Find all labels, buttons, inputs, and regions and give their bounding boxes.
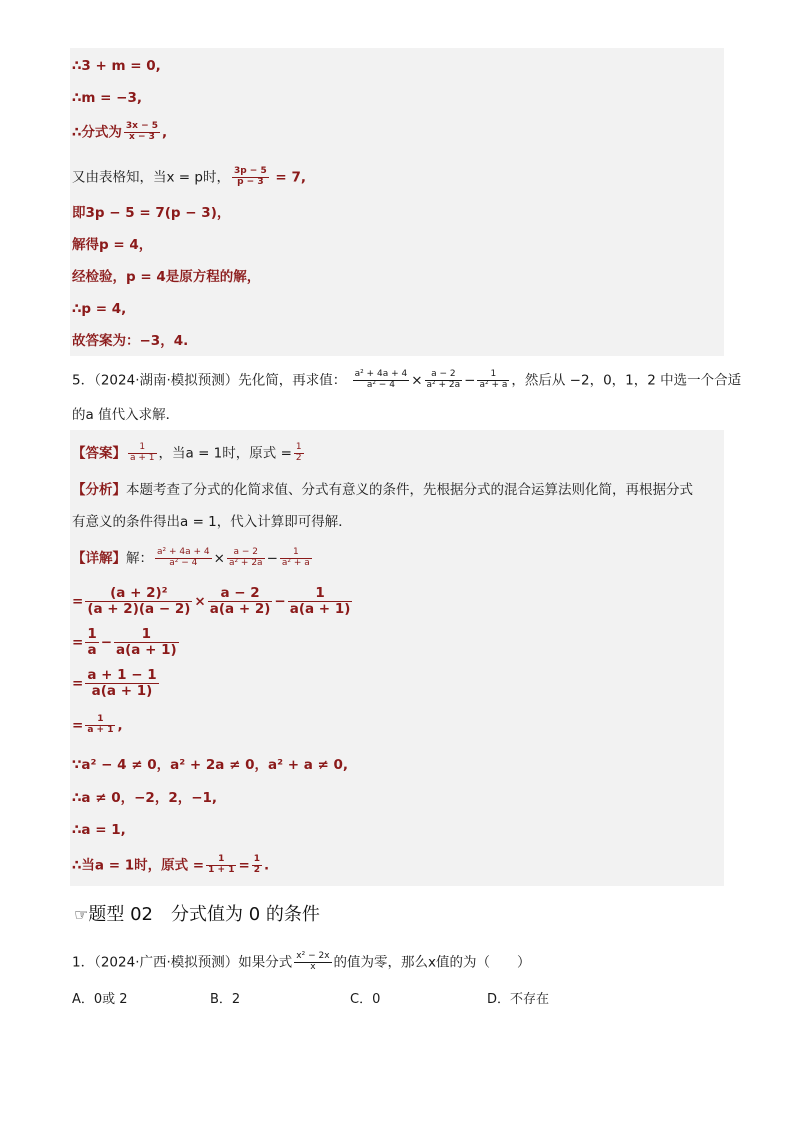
step-line: 故答案为：−3，4. <box>72 333 189 349</box>
detail-step: = $\frac{a + 1 - 1}{a(a + 1)}$ <box>72 667 157 699</box>
step-line: 经检验，p = 4是原方程的解， <box>72 269 261 285</box>
option-d[interactable]: D．不存在 <box>487 992 550 1007</box>
section-heading: ☞题型 02 分式值为 0 的条件 <box>74 904 320 925</box>
answer-line: 【答案】 $\frac{1}{a + 1}$ ，当a = 1时，原式 = $\frac{1}{2}$ <box>72 442 302 463</box>
question-5-line2: 的a 值代入求解． <box>72 407 180 423</box>
step-line: ∴m = −3, <box>72 90 143 106</box>
detail-line: 【详解】解： $\frac{\text{a² + 4a + 4}}{\text{a² − 4}}$ × $\frac{a - 2}{\text{a² + 2a}}$ − $\frac{1}{\text{a² + a}}$ <box>72 547 310 568</box>
step-line: 又由表格知，当x = p时， $\frac{3p - 5}{p - 3}$ = 7, <box>72 166 306 187</box>
step-line: ∴3 + m = 0, <box>72 58 161 74</box>
detail-step: = $\frac{\text{(a + 2)²}}{(a + 2)(a - 2)}$ × $\frac{a - 2}{a(a + 2)}$ − $\frac{1}{a(a + 1)}$ <box>72 585 351 617</box>
pointing-hand-icon: ☞ <box>74 905 89 924</box>
option-c[interactable]: C．0 <box>350 992 381 1007</box>
detail-step: ∴当a = 1时，原式 = $\frac{1}{1 + 1}$ = $\frac{1}{2}$ . <box>72 854 270 875</box>
step-line: ∴p = 4, <box>72 301 127 317</box>
detail-step: ∵a² − 4 ≠ 0，a² + 2a ≠ 0，a² + a ≠ 0, <box>72 757 349 773</box>
analysis-line2: 有意义的条件得出a = 1，代入计算即可得解． <box>72 514 352 530</box>
solution-block-top <box>70 48 724 356</box>
detail-step: ∴a ≠ 0，−2，2，−1, <box>72 790 218 806</box>
analysis-line: 【分析】本题考查了分式的化简求值、分式有意义的条件，先根据分式的混合运算法则化简，再根据分式 <box>72 482 693 498</box>
question-1: 1．（2024·广西·模拟预测）如果分式 $\frac{\text{x² − 2x}}{x}$ 的值为零，那么x值的为（ ） <box>72 951 531 972</box>
step-line: 即3p − 5 = 7(p − 3)， <box>72 205 231 221</box>
question-5: 5．（2024·湖南·模拟预测）先化简，再求值： $\frac{\text{a² + 4a + 4}}{\text{a² − 4}}$ × $\frac{a - 2}{\text{a² + 2a}}$ − $\frac{1}{\text{a² + a}}$ ，然后从 −2，0，1，2 中选一个合适 <box>72 369 742 390</box>
detail-step: = $\frac{1}{a}$ − $\frac{1}{a(a + 1)}$ <box>72 626 177 658</box>
detail-step: ∴a = 1, <box>72 822 126 838</box>
detail-step: = $\frac{1}{a + 1}$ , <box>72 714 123 735</box>
step-line: ∴分式为 $\frac{3x - 5}{x - 3}$ , <box>72 121 168 142</box>
step-line: 解得p = 4， <box>72 237 153 253</box>
option-b[interactable]: B．2 <box>210 992 241 1007</box>
option-a[interactable]: A．0或 2 <box>72 992 128 1007</box>
